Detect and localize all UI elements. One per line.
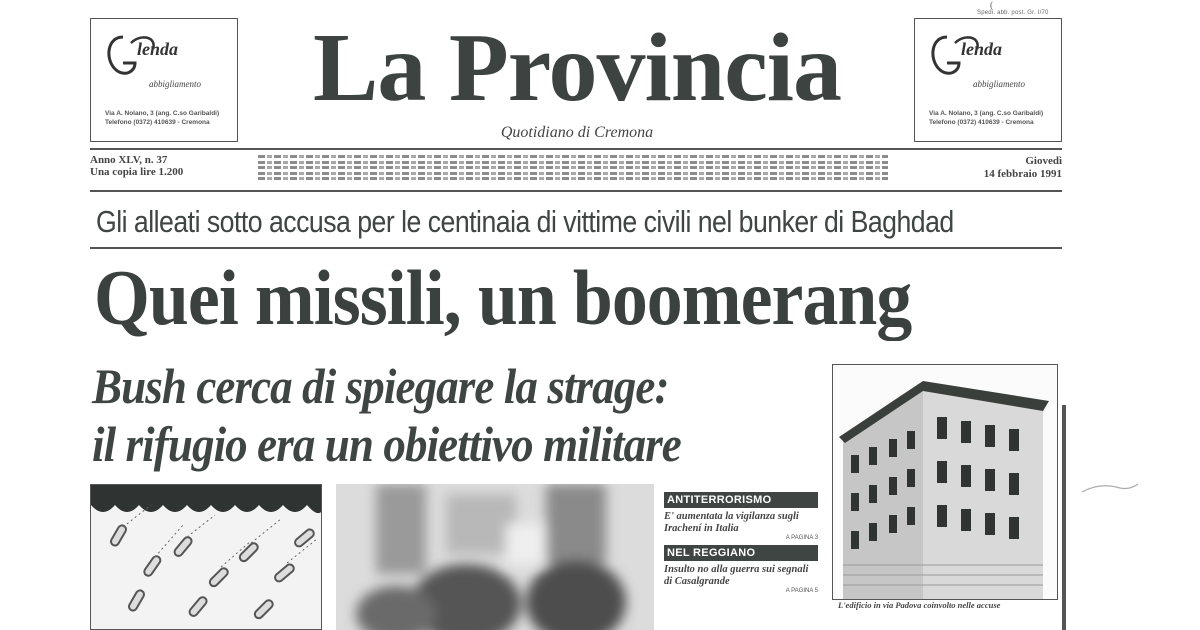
overline-headline: Gli alleati sotto accusa per le centinaia di vittime civili nel bunker di Baghdad [96,204,954,239]
svg-text:lenda: lenda [137,39,179,59]
front-page [72,0,1072,630]
ad-subtitle: abbigliamento [973,79,1025,89]
subheadline-line1: Bush cerca di spiegare la strage: [92,358,669,414]
brief-page-ref: A PAGINA 3 [785,535,818,541]
issue-price: Una copia lire 1.200 [90,166,184,178]
masthead-subtitle: Quotidiano di Cremona [500,124,654,141]
subheadline-line2: il rifugio era un obiettivo militare [92,416,681,472]
divider [90,247,1062,249]
scan-mark [1080,478,1140,498]
issue-info [90,154,240,178]
brief-heading: NEL REGGIANO [664,545,818,561]
ad-address: Via A. Nolano, 3 (ang. C.so Garibaldi) Telefono (0372) 410639 - Cremona [105,110,220,126]
brief-heading: ANTITERRORISMO [664,492,818,508]
missiles-cartoon-image [90,484,322,630]
ad-address: Via A. Nolano, 3 (ang. C.so Garibaldi) Telefono (0372) 410639 - Cremona [929,110,1044,126]
top-mark: ( [990,0,993,10]
brief-text: E' aumentata la vigilanza sugli Irachení in Italia [664,511,799,534]
glenda-logo-icon [101,29,229,81]
main-headline: Quei missili, un boomerang [94,254,912,341]
bunker-victims-photo [336,484,654,630]
weekday: Giovedì [1025,155,1062,167]
brief-item [664,492,818,541]
ad-box-right [914,18,1062,142]
ad-subtitle: abbigliamento [149,79,201,89]
issue-date [932,155,1062,181]
brief-item [664,545,818,594]
glenda-logo-icon [925,29,1053,81]
postal-note: Spedi. abb. post. Gr. I/70 [977,10,1049,16]
fine-print-block [258,155,888,185]
news-briefs [664,492,818,598]
building-caption: L'edificio in via Padova coinvolto nelle accuse [838,600,1001,610]
brief-page-ref: A PAGINA 5 [785,588,818,594]
ad-box-left [90,18,238,142]
masthead-title: La Provincia [313,14,841,122]
brief-text: Insulto no alla guerra sui segnali di Casalgrande [664,564,809,587]
date: 14 febbraio 1991 [983,168,1062,180]
building-photo [832,364,1058,600]
divider [90,148,1062,150]
svg-text:lenda: lenda [961,39,1003,59]
column-rule [1062,405,1066,630]
issue-number: Anno XLV, n. 37 [90,154,168,166]
divider [90,190,1062,192]
